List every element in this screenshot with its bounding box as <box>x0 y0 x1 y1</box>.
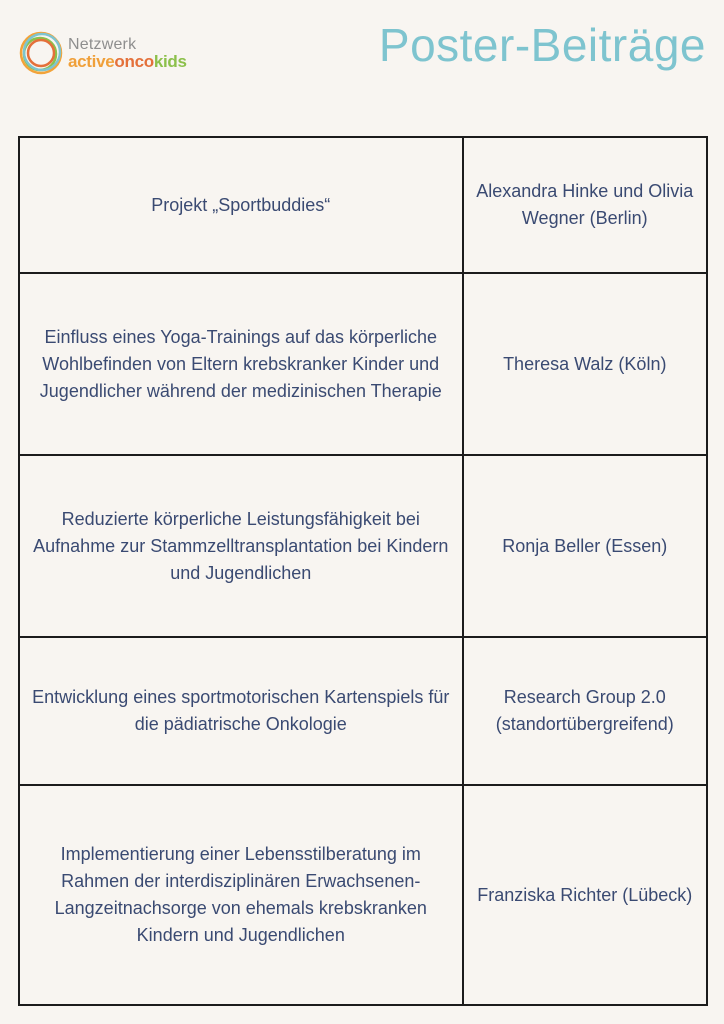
logo <box>18 30 208 80</box>
table-row <box>19 137 707 273</box>
poster-author: Theresa Walz (Köln) <box>463 273 707 455</box>
logo-part-onco: onco <box>114 52 154 71</box>
table-row <box>19 785 707 1005</box>
poster-title: Projekt „Sportbuddies“ <box>19 137 463 273</box>
poster-title: Einfluss eines Yoga-Trainings auf das körperliche Wohlbefinden von Eltern krebskranker Kinder und Jugendlicher während der medizinischen Therapie <box>19 273 463 455</box>
logo-line1: Netzwerk <box>68 36 137 53</box>
table-row <box>19 637 707 785</box>
poster-title: Reduzierte körperliche Leistungsfähigkeit bei Aufnahme zur Stammzelltransplantation bei Kindern und Jugendlichen <box>19 455 463 637</box>
rainbow-rings-icon <box>18 30 64 76</box>
poster-author: Ronja Beller (Essen) <box>463 455 707 637</box>
page-title: Poster-Beiträge <box>378 19 706 71</box>
logo-part-active: active <box>68 52 115 71</box>
poster-title: Entwicklung eines sportmotorischen Kartenspiels für die pädiatrische Onkologie <box>19 637 463 785</box>
poster-author: Alexandra Hinke und Olivia Wegner (Berlin) <box>463 137 707 273</box>
table-row <box>19 273 707 455</box>
poster-author: Research Group 2.0 (standortübergreifend) <box>463 637 707 785</box>
logo-part-kids: kids <box>153 52 187 71</box>
logo-line2 <box>68 52 187 72</box>
poster-table <box>18 136 708 1006</box>
poster-title: Implementierung einer Lebensstilberatung im Rahmen der interdisziplinären Erwachsenen-Langzeitnachsorge von ehemals krebskranken Kindern und Jugendlichen <box>19 785 463 1005</box>
table-row <box>19 455 707 637</box>
poster-author: Franziska Richter (Lübeck) <box>463 785 707 1005</box>
